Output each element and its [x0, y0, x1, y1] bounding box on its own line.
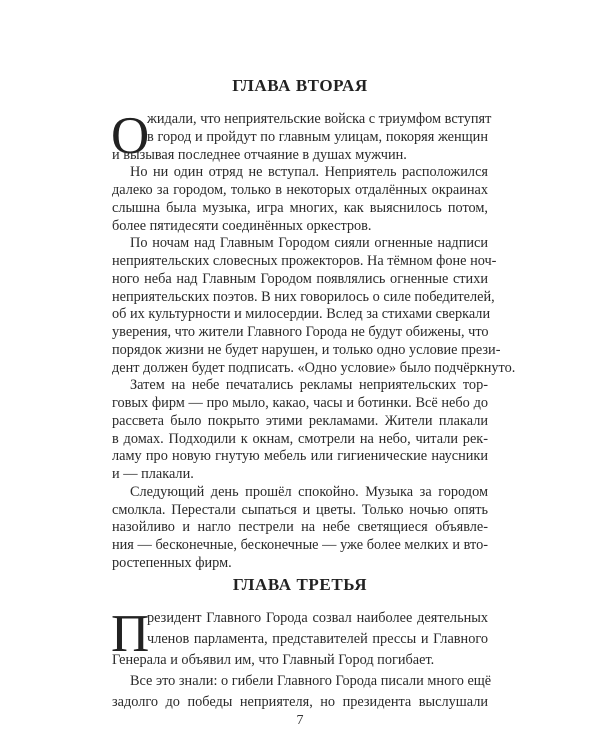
text-line: Генерала и объявил им, что Главный Город погибает. — [112, 652, 435, 668]
page-number: 7 — [296, 713, 304, 728]
text-line: в домах. Подходили к окнам, смотрели на небо, читали рек- — [112, 430, 488, 447]
drop-cap: О — [111, 107, 150, 165]
chapter-title: ГЛАВА ТРЕТЬЯ — [232, 575, 368, 594]
text-line: резидент Главного Города созвал наиболее деятельных — [147, 610, 488, 626]
text-line: слышна была музыка, игра многих, как выяснилось потом, — [112, 199, 488, 216]
text-line: дент должен будет подписать. «Одно условие» было подчёркнуто. — [112, 359, 516, 376]
text-line: и — плакали. — [112, 466, 194, 482]
text-line: далеко за городом, только в некоторых отдалённых окраинах — [112, 182, 488, 198]
text-line: Но ни один отряд не вступал. Неприятель расположился — [130, 164, 488, 181]
text-line: ного неба над Главным Городом появлялись огненные стихи — [112, 270, 488, 287]
text-line: порядок жизни не будет нарушен, и только одно условие прези- — [112, 341, 501, 358]
text-line: Затем на небе печатались рекламы неприятельских тор- — [130, 377, 488, 394]
text-line: жидали, что неприятельские войска с триумфом вступят — [147, 111, 492, 127]
text-line: говых фирм — про мыло, какао, часы и ботинки. Всё небо до — [112, 395, 488, 411]
text-line: Следующий день прошёл спокойно. Музыка за городом — [130, 483, 488, 500]
text-line: неприятельских поэтов. В них говорилось о силе победителей, — [112, 288, 495, 305]
drop-cap: П — [111, 605, 150, 663]
text-line: Все это знали: о гибели Главного Города писали много ещё — [130, 673, 492, 689]
text-line: рассвета было покрыто этими рекламами. Жители плакали — [112, 412, 488, 429]
text-line: членов парламента, представителей прессы и Главного — [147, 631, 488, 647]
text-line: смолкла. Перестали сыпаться и цветы. Только ночью опять — [112, 501, 488, 518]
text-line: По ночам над Главным Городом сияли огненные надписи — [130, 235, 488, 252]
text-line: об их культурности и милосердии. Вслед за стихами сверкали — [112, 306, 491, 323]
text-line: ростепенных фирм. — [112, 554, 232, 571]
text-line: в город и пройдут по главным улицам, покоряя женщин — [147, 128, 488, 145]
text-line: задолго до победы неприятеля, но президента выслушали — [112, 694, 488, 710]
chapter-title: ГЛАВА ВТОРАЯ — [232, 76, 368, 95]
text-line: и вызывая последнее отчаяние в душах мужчин. — [112, 146, 407, 163]
text-line: ния — бесконечные, бесконечные — уже более мелких и вто- — [112, 537, 488, 553]
text-line: назойливо и нагло пестрели на небе светящиеся объявле- — [112, 519, 488, 536]
text-line: более пятидесяти соединённых оркестров. — [112, 217, 372, 234]
text-line: ламу про новую гнутую мебель или гигиенические наусники — [112, 448, 488, 465]
text-line: уверения, что жители Главного Города не будут обижены, что — [112, 324, 489, 340]
text-line: неприятельских словесных прожекторов. На тёмном фоне ноч- — [112, 253, 497, 269]
